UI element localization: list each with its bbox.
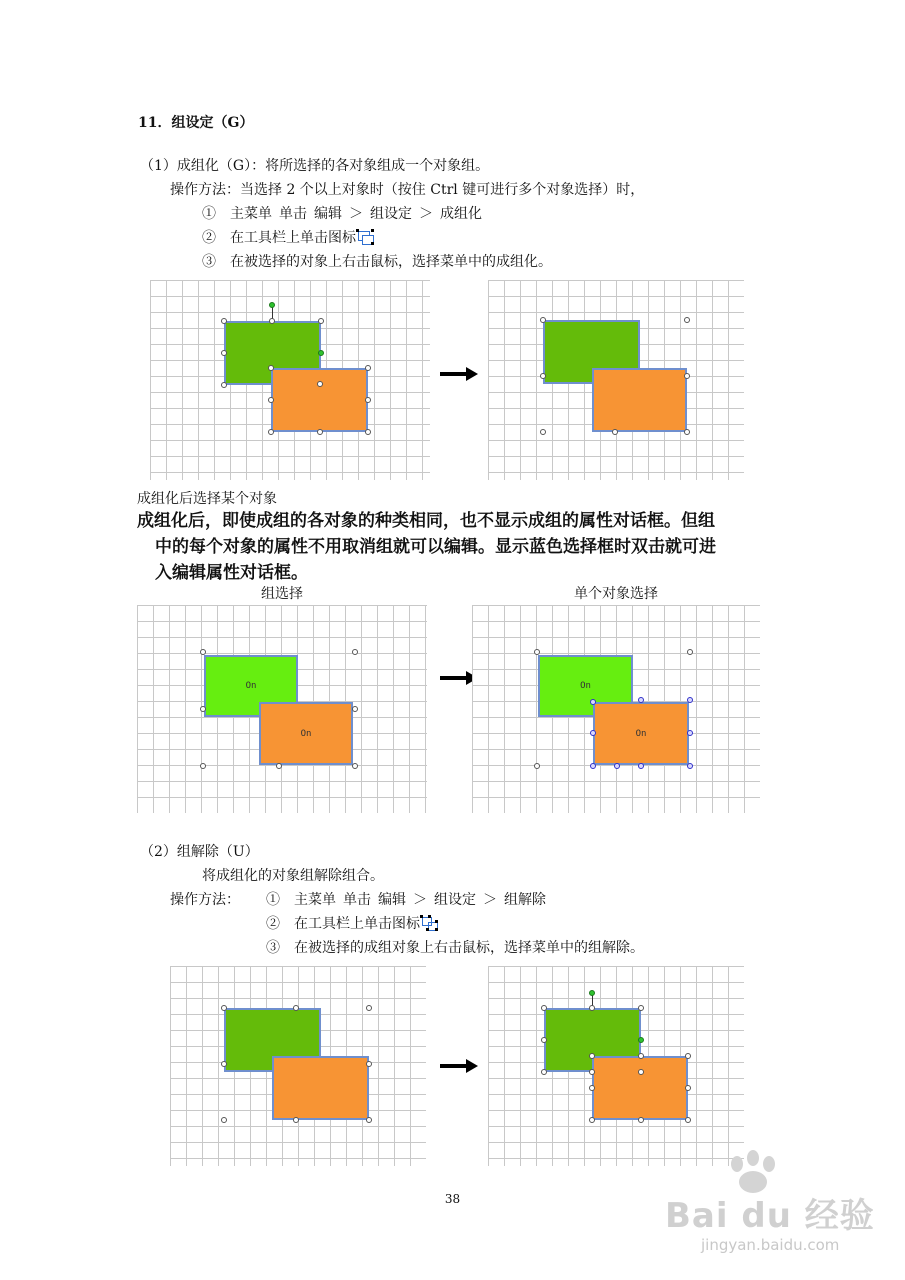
watermark-url: jingyan.baidu.com xyxy=(701,1236,840,1254)
selection-handle xyxy=(317,381,323,387)
rotation-handle xyxy=(318,350,324,356)
group-handle xyxy=(293,1117,299,1123)
grid-canvas-before-ungroup xyxy=(170,966,426,1166)
object-label: On xyxy=(580,681,591,691)
selection-handle xyxy=(638,1053,644,1059)
selection-handle xyxy=(589,1069,595,1075)
group-handle xyxy=(366,1117,372,1123)
rotation-handle xyxy=(269,302,275,308)
selection-handle xyxy=(221,318,227,324)
group-handle xyxy=(612,429,618,435)
group-handle xyxy=(293,1005,299,1011)
selection-handle xyxy=(638,1005,644,1011)
selection-handle xyxy=(221,382,227,388)
blue-selection-handle xyxy=(638,697,644,703)
blue-selection-handle xyxy=(590,699,596,705)
orange-rectangle xyxy=(271,368,368,432)
arrow-right xyxy=(440,1064,468,1068)
selection-handle xyxy=(269,318,275,324)
selection-handle xyxy=(221,350,227,356)
ungroup-method-label: 操作方法： xyxy=(170,892,240,908)
caption-group-select: 组选择 xyxy=(261,586,303,602)
arrow-right xyxy=(440,372,468,376)
select-heading: 成组化后选择某个对象 xyxy=(137,491,277,507)
blue-selection-handle xyxy=(638,763,644,769)
select-paragraph-line-2: 中的每个对象的属性不用取消组就可以编辑。显示蓝色选择框时双击就可进 xyxy=(155,537,716,557)
group-handle xyxy=(221,1117,227,1123)
group-handle xyxy=(540,317,546,323)
selection-handle xyxy=(541,1037,547,1043)
ungroup-step-1: ① 主菜单 单击 编辑 ＞ 组设定 ＞ 组解除 xyxy=(266,892,546,908)
selection-handle xyxy=(589,1117,595,1123)
group-handle xyxy=(200,763,206,769)
group-handle xyxy=(540,373,546,379)
selection-handle xyxy=(541,1069,547,1075)
blue-selection-handle xyxy=(590,763,596,769)
selection-handle xyxy=(318,318,324,324)
group-handle xyxy=(366,1005,372,1011)
selection-handle xyxy=(268,429,274,435)
orange-rectangle xyxy=(259,702,353,765)
arrow-right xyxy=(440,676,468,680)
group-handle xyxy=(200,649,206,655)
group-handle xyxy=(200,706,206,712)
grouping-step-2 xyxy=(202,229,374,247)
selection-handle xyxy=(365,365,371,371)
ungroup-heading: （2）组解除（U） xyxy=(140,844,259,860)
group-handle xyxy=(352,763,358,769)
group-handle xyxy=(687,649,693,655)
orange-rectangle xyxy=(593,702,689,765)
orange-rectangle xyxy=(272,1056,369,1120)
rotation-handle xyxy=(638,1037,644,1043)
selection-handle xyxy=(685,1053,691,1059)
ungroup-step-3: ③ 在被选择的成组对象上右击鼠标，选择菜单中的组解除。 xyxy=(266,940,644,956)
group-handle xyxy=(684,429,690,435)
select-paragraph-line-3: 入编辑属性对话框。 xyxy=(155,563,308,583)
baidu-jingyan-watermark xyxy=(665,1150,875,1260)
grouping-step-2-text: ② 在工具栏上单击图标 xyxy=(202,230,356,246)
selection-handle xyxy=(365,397,371,403)
grouping-heading: （1）成组化（G）：将所选择的各对象组成一个对象组。 xyxy=(140,158,490,174)
ungroup-step-2 xyxy=(266,915,438,933)
selection-handle xyxy=(541,1005,547,1011)
blue-selection-handle xyxy=(614,763,620,769)
grid-canvas-after-group xyxy=(488,280,744,480)
blue-selection-handle xyxy=(687,730,693,736)
selection-handle xyxy=(589,1085,595,1091)
watermark-brand: Bai du 经验 xyxy=(665,1196,875,1236)
object-label: On xyxy=(635,728,647,739)
group-handle xyxy=(221,1005,227,1011)
grouping-method: 操作方法：当选择 2 个以上对象时（按住 Ctrl 键可进行多个对象选择）时， xyxy=(170,182,645,198)
group-handle xyxy=(276,763,282,769)
orange-rectangle xyxy=(592,1056,688,1120)
group-handle xyxy=(534,649,540,655)
group-handle xyxy=(540,429,546,435)
selection-handle xyxy=(268,365,274,371)
blue-selection-handle xyxy=(687,763,693,769)
group-handle xyxy=(684,317,690,323)
selection-handle xyxy=(685,1085,691,1091)
group-handle xyxy=(684,373,690,379)
ungroup-desc: 将成组化的对象组解除组合。 xyxy=(202,868,384,884)
grid-canvas-group-select xyxy=(137,605,427,813)
selection-handle xyxy=(685,1117,691,1123)
rotation-handle xyxy=(589,990,595,996)
group-handle xyxy=(352,706,358,712)
grouping-step-1: ① 主菜单 单击 编辑 ＞ 组设定 ＞ 成组化 xyxy=(202,206,482,222)
group-handle xyxy=(352,649,358,655)
ungroup-step-2-text: ② 在工具栏上单击图标 xyxy=(266,916,420,932)
page-number: 38 xyxy=(444,1192,461,1206)
blue-selection-handle xyxy=(590,730,596,736)
group-toolbar-icon xyxy=(356,229,374,245)
grid-canvas-single-select xyxy=(472,605,760,813)
selection-handle xyxy=(638,1069,644,1075)
grid-canvas-before-group xyxy=(150,280,430,480)
selection-handle xyxy=(365,429,371,435)
ungroup-toolbar-icon xyxy=(420,915,438,931)
selection-handle xyxy=(589,1053,595,1059)
selection-handle xyxy=(638,1117,644,1123)
grouping-step-3: ③ 在被选择的对象上右击鼠标，选择菜单中的成组化。 xyxy=(202,254,552,270)
group-handle xyxy=(534,763,540,769)
orange-rectangle xyxy=(592,368,687,432)
caption-single-select: 单个对象选择 xyxy=(574,586,658,602)
selection-handle xyxy=(317,429,323,435)
select-paragraph-line-1: 成组化后，即使成组的各对象的种类相同，也不显示成组的属性对话框。但组 xyxy=(137,511,715,531)
section-title: 11．组设定（G） xyxy=(138,115,254,131)
object-label: On xyxy=(300,728,312,739)
group-handle xyxy=(221,1061,227,1067)
group-handle xyxy=(366,1061,372,1067)
object-label: On xyxy=(245,681,257,691)
selection-handle xyxy=(589,1005,595,1011)
grid-canvas-after-ungroup xyxy=(488,966,744,1166)
blue-selection-handle xyxy=(687,697,693,703)
selection-handle xyxy=(268,397,274,403)
